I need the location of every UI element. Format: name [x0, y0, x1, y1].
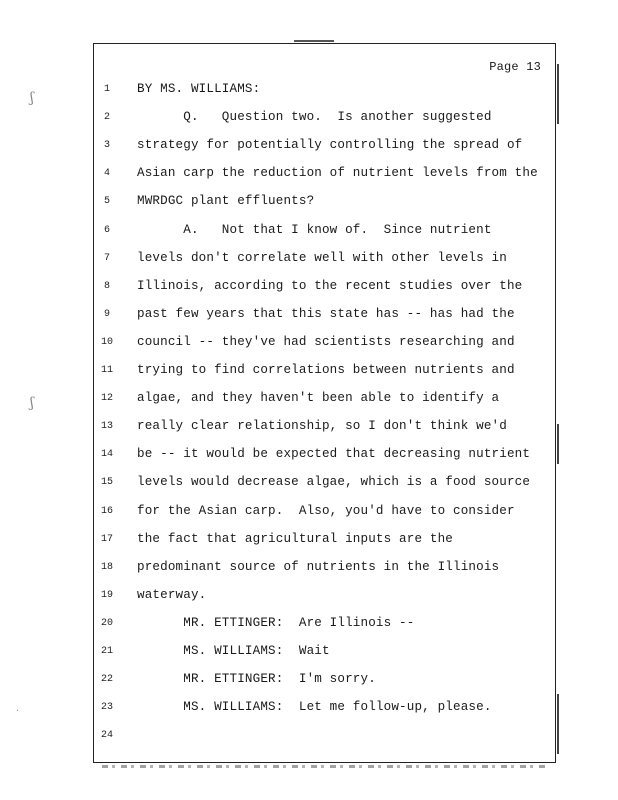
transcript-line: council -- they've had scientists researching and [137, 334, 515, 349]
transcript-line: MS. WILLIAMS: Wait [137, 644, 330, 658]
scan-mark [557, 424, 559, 464]
line-number: 2 [103, 112, 110, 124]
page-number: Page 13 [489, 60, 541, 74]
line-number: 17 [100, 533, 113, 545]
transcript-line: be -- it would be expected that decreasing nutrient [137, 447, 531, 462]
scan-mark [557, 64, 559, 124]
margin-mark: ʃ [30, 395, 34, 411]
line-number: 4 [103, 168, 110, 180]
scan-noise [102, 765, 547, 768]
transcript-line: algae, and they haven't been able to identify a [137, 391, 500, 406]
transcript-line: MR. ETTINGER: Are Illinois -- [137, 615, 415, 630]
transcript-line: for the Asian carp. Also, you'd have to consider [137, 503, 515, 518]
transcript-page [93, 43, 556, 763]
line-number: 21 [100, 646, 113, 657]
margin-mark: ʃ [30, 90, 34, 106]
line-number: 10 [100, 336, 113, 348]
line-number: 8 [103, 280, 110, 292]
transcript-line: BY MS. WILLIAMS: [137, 82, 261, 96]
transcript-line: past few years that this state has -- has had the [137, 306, 515, 321]
line-number: 12 [100, 393, 113, 405]
line-number: 15 [100, 477, 113, 489]
transcript-line: MR. ETTINGER: I'm sorry. [137, 672, 376, 687]
line-number: 20 [100, 617, 113, 629]
line-number: 6 [103, 224, 110, 236]
line-number: 1 [103, 84, 110, 95]
line-number: 11 [100, 365, 113, 376]
line-number: 14 [100, 449, 113, 461]
line-number: 5 [103, 196, 110, 208]
transcript-line: Q. Question two. Is another suggested [137, 110, 492, 125]
line-number: 16 [100, 505, 113, 517]
line-number: 3 [103, 140, 110, 152]
line-number: 9 [103, 308, 110, 320]
transcript-line: waterway. [137, 587, 207, 602]
transcript-line: Asian carp the reduction of nutrient levels from the [137, 166, 538, 181]
transcript-line: the fact that agricultural inputs are the [137, 531, 454, 546]
transcript-line: MWRDGC plant effluents? [137, 194, 315, 209]
margin-mark: · [16, 706, 20, 717]
line-number: 24 [100, 730, 113, 742]
transcript-line: Illinois, according to the recent studies over the [137, 278, 523, 293]
line-number: 18 [100, 561, 113, 573]
line-number: 22 [100, 674, 113, 686]
transcript-line: really clear relationship, so I don't think we'd [137, 419, 507, 434]
transcript-line: A. Not that I know of. Since nutrient [137, 222, 492, 237]
scan-mark [294, 40, 334, 42]
line-number: 13 [100, 421, 113, 433]
transcript-line: MS. WILLIAMS: Let me follow-up, please. [137, 700, 492, 715]
transcript-line: strategy for potentially controlling the spread of [137, 138, 523, 153]
scan-mark [557, 694, 559, 754]
transcript-line: predominant source of nutrients in the Illinois [137, 559, 500, 574]
line-number: 7 [103, 252, 110, 264]
line-number: 23 [100, 702, 113, 714]
line-number: 19 [100, 589, 113, 601]
transcript-line: levels would decrease algae, which is a food source [137, 475, 531, 490]
transcript-line: trying to find correlations between nutrients and [137, 363, 515, 377]
transcript-line: levels don't correlate well with other levels in [137, 250, 507, 265]
